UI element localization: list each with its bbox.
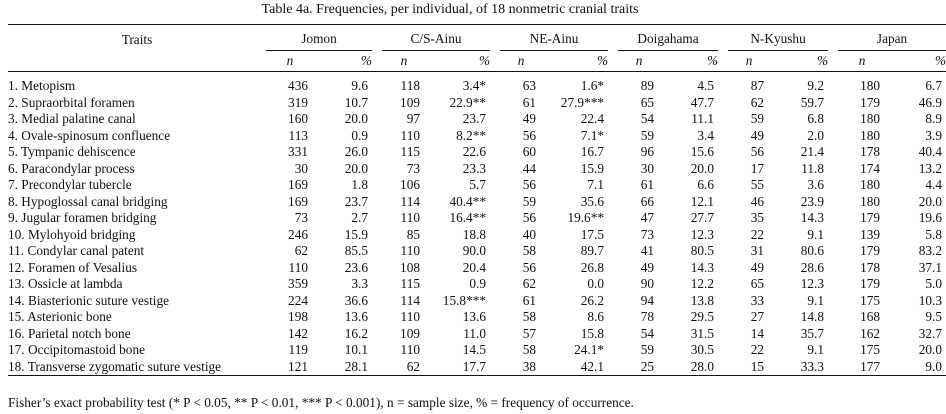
- pct-cell: 6.7: [925, 78, 943, 94]
- pct-cell: 42.1: [580, 358, 605, 374]
- pct-cell: 80.5: [690, 243, 715, 259]
- table-row: [8, 293, 946, 310]
- n-cell: 49: [750, 259, 765, 275]
- n-cell: 54: [640, 325, 655, 341]
- n-cell: 38: [522, 358, 537, 374]
- pct-cell: 26.2: [580, 292, 605, 308]
- table-row: [8, 260, 946, 277]
- pct-cell: 27.7: [690, 210, 715, 226]
- pct-cell: 6.6: [697, 177, 715, 193]
- group-header-jomon: Jomon: [266, 25, 372, 51]
- pct-cell: 20.0: [918, 193, 943, 209]
- n-cell: 41: [640, 243, 655, 259]
- n-header: n: [745, 53, 753, 68]
- pct-cell: 23.7: [344, 193, 368, 209]
- pct-cell: 15.6: [690, 144, 715, 160]
- pct-cell: 35.6: [580, 193, 605, 209]
- pct-cell: 3.9: [925, 127, 943, 143]
- n-cell: 108: [400, 259, 420, 275]
- n-cell: 162: [860, 325, 881, 341]
- pct-cell: 6.8: [807, 111, 825, 127]
- n-cell: 33: [750, 292, 765, 308]
- n-cell: 110: [400, 127, 420, 143]
- table-row: [8, 161, 946, 178]
- pct-cell: 80.6: [800, 243, 825, 259]
- pct-cell: 0.0: [587, 276, 605, 292]
- pct-cell: 9.6: [351, 78, 368, 94]
- pct-cell: 8.9: [925, 111, 943, 127]
- group-header-n-kyushu: N-Kyushu: [728, 25, 828, 51]
- n-cell: 73: [406, 160, 420, 176]
- pct-cell: 16.4**: [449, 210, 487, 226]
- pct-cell: 36.6: [344, 292, 368, 308]
- n-cell: 180: [860, 78, 881, 94]
- trait-name: 12. Foramen of Vesalius: [8, 259, 138, 275]
- pct-cell: 9.1: [807, 292, 825, 308]
- pct-header: %: [706, 53, 719, 68]
- pct-cell: 35.7: [800, 325, 825, 341]
- pct-cell: 23.6: [344, 259, 368, 275]
- table-row: [8, 72, 946, 95]
- n-cell: 198: [288, 309, 308, 325]
- table-body: [8, 72, 946, 376]
- table-row: [8, 326, 946, 343]
- n-cell: 436: [288, 78, 308, 94]
- n-cell: 96: [640, 144, 655, 160]
- n-cell: 97: [406, 111, 420, 127]
- n-cell: 139: [860, 226, 881, 242]
- trait-name: 3. Medial palatine canal: [8, 111, 136, 127]
- pct-cell: 16.7: [580, 144, 605, 160]
- pct-cell: 20.0: [918, 342, 943, 358]
- pct-cell: 5.0: [925, 276, 943, 292]
- pct-cell: 9.0: [925, 358, 943, 374]
- pct-cell: 10.7: [344, 94, 368, 110]
- pct-cell: 20.0: [690, 160, 715, 176]
- table-row: [8, 194, 946, 211]
- n-cell: 57: [522, 325, 537, 341]
- trait-name: 16. Parietal notch bone: [8, 325, 131, 341]
- pct-cell: 24.1*: [574, 342, 605, 358]
- table-row: [8, 177, 946, 194]
- n-cell: 106: [400, 177, 420, 193]
- table-row: [8, 144, 946, 161]
- pct-cell: 0.9: [469, 276, 487, 292]
- n-cell: 55: [750, 177, 765, 193]
- pct-cell: 26.0: [344, 144, 368, 160]
- n-cell: 49: [522, 111, 537, 127]
- n-cell: 179: [860, 94, 881, 110]
- pct-cell: 90.0: [462, 243, 487, 259]
- n-cell: 49: [640, 259, 655, 275]
- n-cell: 66: [640, 193, 655, 209]
- n-cell: 246: [288, 226, 308, 242]
- n-cell: 118: [400, 78, 420, 94]
- pct-cell: 19.6**: [567, 210, 605, 226]
- pct-cell: 11.0: [463, 325, 487, 341]
- pct-cell: 1.6*: [580, 78, 605, 94]
- trait-name: 18. Transverse zygomatic suture vestige: [8, 358, 222, 374]
- n-cell: 180: [860, 111, 881, 127]
- pct-cell: 26.8: [580, 259, 605, 275]
- pct-cell: 23.3: [462, 160, 487, 176]
- n-cell: 61: [640, 177, 655, 193]
- n-cell: 27: [750, 309, 765, 325]
- n-cell: 110: [400, 342, 420, 358]
- pct-cell: 13.6: [344, 309, 368, 325]
- trait-name: 11. Condylar canal patent: [8, 243, 145, 259]
- n-cell: 62: [750, 94, 765, 110]
- pct-cell: 15.9: [580, 160, 605, 176]
- pct-cell: 15.9: [344, 226, 368, 242]
- trait-name: 10. Mylohyoid bridging: [8, 226, 136, 242]
- pct-cell: 12.1: [690, 193, 715, 209]
- pct-cell: 9.2: [807, 78, 825, 94]
- n-cell: 44: [522, 160, 537, 176]
- n-cell: 59: [640, 342, 655, 358]
- n-cell: 59: [750, 111, 765, 127]
- pct-cell: 5.8: [925, 226, 943, 242]
- n-cell: 114: [400, 292, 420, 308]
- pct-cell: 12.3: [800, 276, 825, 292]
- pct-cell: 14.3: [800, 210, 825, 226]
- n-cell: 168: [860, 309, 881, 325]
- traits-table: [8, 24, 946, 376]
- trait-name: 5. Tympanic dehiscence: [8, 144, 136, 160]
- pct-header: %: [360, 53, 372, 68]
- n-cell: 17: [750, 160, 765, 176]
- trait-name: 7. Precondylar tubercle: [8, 177, 132, 193]
- n-cell: 110: [400, 309, 420, 325]
- n-cell: 119: [288, 342, 308, 358]
- n-cell: 179: [860, 276, 881, 292]
- n-cell: 175: [860, 342, 881, 358]
- pct-cell: 8.2**: [456, 127, 487, 143]
- n-cell: 109: [400, 94, 420, 110]
- n-cell: 59: [522, 193, 537, 209]
- n-cell: 56: [522, 177, 537, 193]
- trait-name: 17. Occipitomastoid bone: [8, 342, 146, 358]
- pct-header: %: [816, 53, 829, 68]
- n-cell: 30: [640, 160, 655, 176]
- n-cell: 56: [522, 210, 537, 226]
- n-cell: 46: [750, 193, 765, 209]
- pct-cell: 9.5: [925, 309, 943, 325]
- n-header: n: [635, 53, 643, 68]
- n-cell: 224: [288, 292, 308, 308]
- n-cell: 180: [860, 177, 881, 193]
- n-cell: 179: [860, 243, 881, 259]
- n-cell: 115: [400, 276, 420, 292]
- pct-cell: 19.6: [918, 210, 943, 226]
- n-cell: 56: [750, 144, 765, 160]
- pct-cell: 3.4*: [462, 78, 487, 94]
- pct-cell: 3.4: [697, 127, 715, 143]
- n-cell: 58: [522, 309, 537, 325]
- pct-cell: 21.4: [800, 144, 825, 160]
- group-header-doigahama: Doigahama: [618, 25, 718, 51]
- n-cell: 78: [640, 309, 655, 325]
- n-cell: 169: [288, 177, 308, 193]
- pct-cell: 18.8: [462, 226, 487, 242]
- pct-cell: 22.4: [580, 111, 605, 127]
- table-row: [8, 276, 946, 293]
- pct-cell: 8.6: [587, 309, 605, 325]
- n-cell: 14: [750, 325, 765, 341]
- table-caption: Table 4a. Frequencies, per individual, of 18 nonmetric cranial traits: [261, 2, 639, 17]
- table-row: [8, 128, 946, 145]
- n-cell: 180: [860, 127, 881, 143]
- pct-cell: 4.4: [925, 177, 943, 193]
- n-cell: 142: [288, 325, 308, 341]
- pct-cell: 7.1*: [580, 127, 605, 143]
- pct-cell: 31.5: [690, 325, 715, 341]
- n-cell: 180: [860, 193, 881, 209]
- pct-cell: 47.7: [690, 94, 715, 110]
- table-row: [8, 210, 946, 227]
- trait-name: 13. Ossicle at lambda: [8, 276, 123, 292]
- table-row: [8, 342, 946, 359]
- pct-cell: 2.7: [351, 210, 368, 226]
- pct-header: %: [596, 53, 609, 68]
- n-cell: 114: [400, 193, 420, 209]
- trait-name: 9. Jugular foramen bridging: [8, 210, 157, 226]
- n-cell: 56: [522, 259, 537, 275]
- n-cell: 359: [288, 276, 308, 292]
- n-cell: 61: [522, 94, 537, 110]
- pct-cell: 11.1: [691, 111, 715, 127]
- n-cell: 22: [750, 342, 765, 358]
- pct-cell: 12.2: [690, 276, 715, 292]
- n-cell: 40: [522, 226, 537, 242]
- pct-cell: 22.6: [462, 144, 487, 160]
- n-cell: 110: [400, 210, 420, 226]
- n-cell: 178: [860, 144, 881, 160]
- n-cell: 62: [406, 358, 420, 374]
- n-cell: 175: [860, 292, 881, 308]
- pct-cell: 30.5: [690, 342, 715, 358]
- n-cell: 160: [288, 111, 308, 127]
- pct-cell: 28.0: [690, 358, 715, 374]
- pct-cell: 17.7: [462, 358, 487, 374]
- n-header: n: [858, 53, 866, 68]
- pct-cell: 89.7: [580, 243, 605, 259]
- n-cell: 90: [640, 276, 655, 292]
- pct-cell: 0.9: [351, 127, 368, 143]
- pct-cell: 12.3: [690, 226, 715, 242]
- n-cell: 178: [860, 259, 881, 275]
- pct-cell: 20.0: [344, 111, 368, 127]
- n-cell: 30: [294, 160, 308, 176]
- pct-cell: 33.3: [800, 358, 825, 374]
- pct-cell: 11.8: [801, 160, 825, 176]
- pct-cell: 29.5: [690, 309, 715, 325]
- table-row: [8, 243, 946, 260]
- pct-cell: 3.6: [807, 177, 825, 193]
- n-header: n: [400, 53, 408, 68]
- n-cell: 73: [640, 226, 655, 242]
- n-cell: 62: [522, 276, 537, 292]
- pct-cell: 2.0: [807, 127, 825, 143]
- n-cell: 54: [640, 111, 655, 127]
- pct-cell: 16.2: [344, 325, 368, 341]
- pct-cell: 40.4**: [449, 193, 487, 209]
- n-cell: 59: [640, 127, 655, 143]
- n-cell: 319: [288, 94, 308, 110]
- n-cell: 25: [640, 358, 655, 374]
- group-header-japan: Japan: [838, 25, 946, 51]
- n-cell: 58: [522, 342, 537, 358]
- n-header: n: [286, 53, 294, 68]
- pct-cell: 28.6: [800, 259, 825, 275]
- n-cell: 35: [750, 210, 765, 226]
- trait-name: 14. Biasterionic suture vestige: [8, 292, 170, 308]
- pct-cell: 46.9: [918, 94, 943, 110]
- pct-cell: 4.5: [697, 78, 715, 94]
- n-cell: 58: [522, 243, 537, 259]
- n-cell: 65: [750, 276, 765, 292]
- table-row: [8, 309, 946, 326]
- table-row: [8, 227, 946, 244]
- n-cell: 331: [288, 144, 308, 160]
- n-cell: 85: [406, 226, 420, 242]
- n-cell: 65: [640, 94, 655, 110]
- n-cell: 49: [750, 127, 765, 143]
- n-cell: 56: [522, 127, 537, 143]
- pct-cell: 17.5: [580, 226, 605, 242]
- pct-cell: 9.1: [807, 342, 825, 358]
- n-cell: 47: [640, 210, 655, 226]
- group-header-cs-ainu: C/S-Ainu: [382, 25, 490, 51]
- trait-name: 6. Paracondylar process: [8, 160, 135, 176]
- pct-cell: 83.2: [918, 243, 943, 259]
- pct-cell: 3.3: [351, 276, 368, 292]
- n-cell: 179: [860, 210, 881, 226]
- group-header-ne-ainu: NE-Ainu: [500, 25, 608, 51]
- pct-cell: 20.0: [344, 160, 368, 176]
- pct-cell: 5.7: [469, 177, 487, 193]
- n-cell: 109: [400, 325, 420, 341]
- pct-cell: 7.1: [587, 177, 605, 193]
- pct-cell: 23.7: [462, 111, 487, 127]
- n-cell: 174: [860, 160, 881, 176]
- pct-cell: 14.3: [690, 259, 715, 275]
- pct-cell: 20.4: [462, 259, 487, 275]
- pct-cell: 13.6: [462, 309, 487, 325]
- n-cell: 60: [522, 144, 537, 160]
- pct-cell: 13.8: [690, 292, 715, 308]
- n-cell: 177: [860, 358, 881, 374]
- pct-cell: 23.9: [800, 193, 825, 209]
- n-cell: 31: [750, 243, 765, 259]
- table-row: [8, 359, 946, 376]
- n-cell: 94: [640, 292, 655, 308]
- n-cell: 113: [288, 127, 308, 143]
- pct-cell: 15.8***: [442, 292, 487, 308]
- pct-cell: 10.3: [918, 292, 943, 308]
- pct-header: %: [478, 53, 491, 68]
- n-cell: 110: [400, 243, 420, 259]
- pct-header: %: [934, 53, 946, 68]
- n-cell: 73: [294, 210, 308, 226]
- pct-cell: 10.1: [344, 342, 368, 358]
- n-header: n: [517, 53, 525, 68]
- traits-column-header: Traits: [121, 31, 153, 47]
- n-cell: 61: [522, 292, 537, 308]
- pct-cell: 27.9***: [560, 94, 605, 110]
- pct-cell: 9.1: [807, 226, 825, 242]
- n-cell: 87: [750, 78, 765, 94]
- table-row: [8, 95, 946, 112]
- n-cell: 121: [288, 358, 308, 374]
- pct-cell: 14.5: [462, 342, 487, 358]
- pct-cell: 32.7: [918, 325, 943, 341]
- trait-name: 8. Hypoglossal canal bridging: [8, 193, 168, 209]
- pct-cell: 13.2: [918, 160, 943, 176]
- table-footnote: Fisher’s exact probability test (* P < 0.05, ** P < 0.01, *** P < 0.001), n = sample size, % = frequency of occurrence.: [8, 395, 634, 410]
- table-row: [8, 111, 946, 128]
- n-cell: 62: [294, 243, 308, 259]
- pct-cell: 37.1: [918, 259, 943, 275]
- n-cell: 89: [640, 78, 655, 94]
- pct-cell: 1.8: [351, 177, 368, 193]
- pct-cell: 28.1: [344, 358, 368, 374]
- pct-cell: 15.8: [580, 325, 605, 341]
- trait-name: 1. Metopism: [8, 78, 76, 94]
- n-cell: 115: [400, 144, 420, 160]
- pct-cell: 40.4: [918, 144, 943, 160]
- pct-cell: 85.5: [344, 243, 368, 259]
- pct-cell: 14.8: [800, 309, 825, 325]
- trait-name: 15. Asterionic bone: [8, 309, 112, 325]
- n-cell: 169: [288, 193, 308, 209]
- n-cell: 15: [750, 358, 765, 374]
- trait-name: 2. Supraorbital foramen: [8, 94, 135, 110]
- pct-cell: 22.9**: [449, 94, 487, 110]
- n-cell: 110: [288, 259, 308, 275]
- n-cell: 63: [522, 78, 537, 94]
- n-cell: 22: [750, 226, 765, 242]
- trait-name: 4. Ovale-spinosum confluence: [8, 127, 171, 143]
- pct-cell: 59.7: [800, 94, 825, 110]
